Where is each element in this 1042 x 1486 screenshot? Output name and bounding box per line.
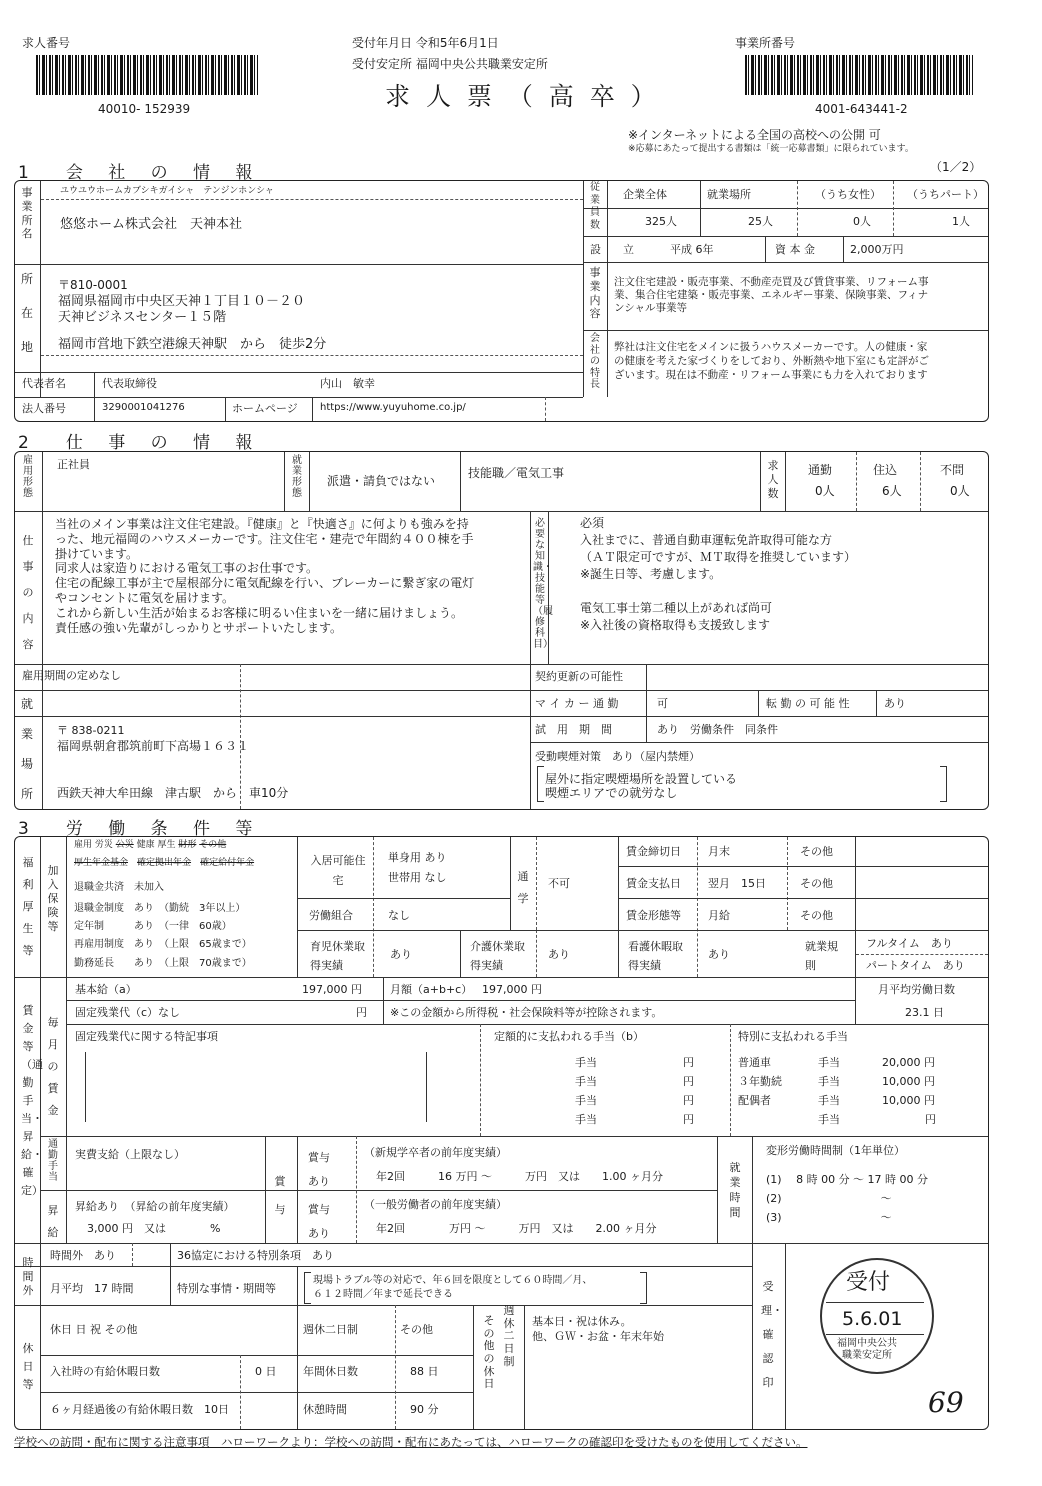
ins-employment: 雇用 労災 bbox=[74, 840, 116, 850]
bonus2: 賞与 あり bbox=[308, 1203, 330, 1240]
welfare-label: 福利厚生等 bbox=[22, 856, 34, 957]
dorm-label: 入居可能住宅 bbox=[310, 854, 366, 887]
wage-form: 月給 bbox=[708, 909, 730, 922]
smoking-policy: 受動喫煙対策 あり（屋内禁煙） bbox=[535, 750, 700, 763]
weekly-two-days: その他 bbox=[400, 1323, 433, 1336]
form-title: 求 人 票 （ 高 卒 ） bbox=[385, 82, 660, 111]
transfer-label: 転 勤 の 可 能 性 bbox=[766, 697, 850, 710]
work-form: 派遣・請負ではない bbox=[327, 474, 436, 488]
job-number: 40010- 152939 bbox=[98, 102, 191, 116]
commute-label: 通学 bbox=[517, 870, 529, 905]
raise: 昇給あり （昇給の前年度実績） bbox=[75, 1200, 235, 1213]
emp-val-0: 325人 bbox=[645, 215, 677, 228]
work-hours-label: 就業時間 bbox=[729, 1161, 741, 1219]
emp-head-2: （うち女性） bbox=[815, 188, 881, 201]
hire-head-2: 不問 bbox=[940, 463, 965, 477]
overtime-label: 時間外 bbox=[22, 1256, 34, 1297]
hire-head-0: 通勤 bbox=[808, 463, 833, 477]
car-commute-label: マ イ カ ー 通 勤 bbox=[535, 697, 619, 710]
raise-value: 3,000 円 又は % bbox=[87, 1222, 221, 1235]
access: 福岡市営地下鉄空港線天神駅 から 徒歩2分 bbox=[58, 337, 327, 352]
fixed-overtime-yen: 円 bbox=[356, 1006, 367, 1019]
overtime-avg: 月平均 17 時間 bbox=[50, 1282, 134, 1295]
monthly-total: 197,000 円 bbox=[482, 983, 542, 996]
stamp-received: 受付 bbox=[846, 1270, 891, 1295]
fixed-allow-yen-3: 円 bbox=[683, 1113, 694, 1126]
job-number-barcode bbox=[36, 55, 258, 95]
postal-code: 〒810-0001 bbox=[58, 278, 128, 292]
rule-part: パートタイム あり bbox=[866, 959, 965, 972]
office-number: 4001-643441-2 bbox=[815, 102, 908, 116]
skills-label: 必要な知識・技能等（履修科目） bbox=[533, 518, 553, 650]
emp-val-2: 0人 bbox=[853, 215, 871, 228]
paid-leave-start: 0 日 bbox=[255, 1365, 277, 1378]
job-number-label: 求人番号 bbox=[22, 36, 71, 50]
other-holiday-label: その他の休日 bbox=[483, 1314, 495, 1391]
emp-val-1: 25人 bbox=[748, 215, 773, 228]
employees-label: 従業員数 bbox=[590, 182, 600, 231]
homepage-label: ホームページ bbox=[232, 402, 298, 415]
holiday-note: 基本日・祝は休み。 他、ＧＷ・お盆・年末年始 bbox=[532, 1315, 664, 1343]
pay: 翌月 15日 bbox=[708, 877, 766, 890]
annual-holidays-label: 年間休日数 bbox=[303, 1365, 358, 1378]
insurance-label: 加入保険等 bbox=[47, 864, 59, 933]
break-label: 休憩時間 bbox=[303, 1403, 347, 1416]
feature-content: 弊社は注文住宅をメインに扱うハウスメーカーです。人の健康・家 の健康を考えた家づくりをしており、外断熱や地下室にも定評がご ざいます。現在は不動産・リフォーム事業にも力を入れております bbox=[614, 341, 929, 381]
article36: 36協定における特別条項 あり bbox=[177, 1249, 334, 1262]
stamp-divider-2 bbox=[826, 1334, 924, 1335]
work-form-label: 就業形態 bbox=[292, 455, 302, 499]
work-hours: (1) 8 時 00 分 ～ 17 時 00 分 (2) ～ (3) ～ bbox=[766, 1173, 929, 1224]
rule-full: フルタイム あり bbox=[866, 937, 953, 950]
bonus1-title: （新規学卒者の前年度実績） bbox=[364, 1146, 507, 1159]
feature-label: 会社の特長 bbox=[590, 333, 600, 390]
office-number-barcode bbox=[745, 55, 973, 95]
footer-note: 学校への訪問・配布に関する注意事項 ハローワークより：学校への訪問・配布にあたっては、ハローワークの確認印を受けたものを使用してください。 bbox=[14, 1435, 808, 1449]
special-allow-amt-0: 20,000 円 bbox=[882, 1056, 935, 1069]
stamp-date: 5.6.01 bbox=[842, 1308, 903, 1330]
special-condition-label: 特別な事情・期間等 bbox=[177, 1282, 276, 1295]
special-allow-amt-2: 10,000 円 bbox=[882, 1094, 935, 1107]
insurance-line7: 勤務延長 あり （上限 70歳まで） bbox=[74, 958, 252, 969]
workplace-access: 西鉄天神大牟田線 津古駅 から 車10分 bbox=[57, 786, 289, 800]
stamp-divider-1 bbox=[826, 1302, 924, 1303]
sickcare: あり bbox=[708, 948, 730, 961]
company-kana: ユウユウホームカブシキガイシャ テンジンホンシャ bbox=[60, 186, 274, 196]
address-line2: 天神ビジネスセンター１５階 bbox=[58, 310, 227, 325]
section2-title: 2 仕 事 の 情 報 bbox=[18, 433, 263, 453]
trial-label: 試 用 期 間 bbox=[535, 723, 612, 736]
special-allow-name-0: 普通車 bbox=[738, 1056, 771, 1069]
hire-head-1: 住込 bbox=[873, 463, 898, 477]
close-other: その他 bbox=[800, 845, 833, 858]
special-bracket-right bbox=[640, 1272, 647, 1304]
business-content: 注文住宅建設・販売事業、不動産売買及び賃貸事業、リフォーム事 業、集合住宅建築・販売事業、エネルギー事業、保険事業、フィナ ンシャル事業等 bbox=[614, 276, 929, 314]
raise-label: 昇給 bbox=[47, 1204, 59, 1239]
fixed-allow-0: 手当 bbox=[575, 1056, 597, 1069]
fixed-overtime: 固定残業代（c）なし bbox=[75, 1006, 181, 1019]
holidays: 休日 日 祝 その他 bbox=[50, 1323, 138, 1336]
stamp-office: 福岡中央公共 職業安定所 bbox=[837, 1338, 897, 1361]
ins-dc: 確定拠出年金 bbox=[137, 858, 192, 868]
emp-head-1: 就業場所 bbox=[707, 188, 751, 201]
workplace-label-1: 就 bbox=[21, 697, 34, 711]
commute: 不可 bbox=[548, 877, 570, 890]
weekly-two-days-label: 週休二日制 bbox=[303, 1323, 358, 1336]
special-allow-unit-0: 手当 bbox=[818, 1056, 840, 1069]
skills-content: 必須 入社までに、普通自動車運転免許取得可能な方 （ＡＴ限定可ですが、ＭＴ取得を推奨しています） ※誕生日等、考慮します。 電気工事士第二種以上があれば尚可 ※入社後の資格取得も支援致します bbox=[580, 516, 857, 632]
section1-title: 1 会 社 の 情 報 bbox=[18, 163, 263, 183]
fixed-ot-note-bracket bbox=[85, 1052, 427, 1122]
monthly-wage-label: 毎月の賃金 bbox=[47, 1016, 59, 1117]
commute-allowance: 実費支給（上限なし） bbox=[75, 1148, 185, 1161]
rep-label: 代表者名 bbox=[22, 377, 66, 390]
special-allow-amt-3: 円 bbox=[925, 1113, 936, 1126]
section3-title: 3 労 働 条 件 等 bbox=[18, 819, 263, 839]
fixed-allow-1: 手当 bbox=[575, 1075, 597, 1088]
capital: 2,000万円 bbox=[850, 243, 904, 256]
paid-leave-6months: ６ヶ月経過後の有給休暇日数 10日 bbox=[50, 1403, 229, 1416]
renewal-label: 契約更新の可能性 bbox=[535, 670, 623, 683]
company-name: 悠悠ホーム株式会社 天神本社 bbox=[60, 217, 243, 232]
wage-form-label: 賃金形態等 bbox=[626, 909, 681, 922]
trial: あり 労働条件 同条件 bbox=[657, 723, 778, 736]
job-category: 技能職／電気工事 bbox=[468, 466, 565, 480]
workplace-label-3: 場 bbox=[21, 757, 34, 771]
ins-savings: 財形 bbox=[178, 840, 197, 850]
corp-no: 3290001041276 bbox=[102, 402, 185, 413]
insurance-line1 bbox=[74, 840, 226, 851]
wage-form-other: その他 bbox=[800, 909, 833, 922]
hire-val-2: 0人 bbox=[950, 484, 970, 498]
nursing-label: 介護休業取得実績 bbox=[470, 940, 525, 972]
close-label: 賃金締切日 bbox=[626, 845, 681, 858]
dorm-family: 世帯用 なし bbox=[388, 871, 447, 884]
bonus1: 賞与 あり bbox=[308, 1151, 330, 1188]
docs-note: ※応募にあたって提出する書類は「統一応募書類」に限られています。 bbox=[628, 144, 914, 154]
childcare: あり bbox=[390, 948, 412, 961]
fixed-allow-yen-2: 円 bbox=[683, 1094, 694, 1107]
nursing: あり bbox=[548, 948, 570, 961]
smoking-bracket-left bbox=[537, 766, 544, 802]
ins-other: その他 bbox=[199, 840, 227, 850]
work-rules-label: 就業規則 bbox=[805, 940, 838, 972]
special-allow-amt-1: 10,000 円 bbox=[882, 1075, 935, 1088]
insurance-line4: 退職金制度 あり （勤続 3年以上） bbox=[74, 903, 246, 914]
work-hours-title: 変形労働時間制（1年単位） bbox=[766, 1144, 905, 1157]
hire-val-0: 0人 bbox=[815, 484, 835, 498]
business-label: 事業内容 bbox=[589, 266, 601, 321]
annual-holidays: 88 日 bbox=[410, 1365, 439, 1378]
corp-no-label: 法人番号 bbox=[22, 402, 66, 415]
smoking-bracket-right bbox=[940, 766, 947, 802]
fixed-allow-yen-1: 円 bbox=[683, 1075, 694, 1088]
bonus-label: 賞与 bbox=[274, 1175, 286, 1216]
bonus2-title: （一般労働者の前年度実績） bbox=[364, 1198, 507, 1211]
ins-public: 公災 bbox=[115, 840, 134, 850]
rep-name: 内山 敏幸 bbox=[320, 377, 375, 390]
special-allow-name-1: ３年勤続 bbox=[738, 1075, 782, 1088]
fixed-allowance-label: 定額的に支払われる手当（b） bbox=[494, 1030, 644, 1043]
special-allowance-label: 特別に支払われる手当 bbox=[738, 1030, 848, 1043]
sickcare-label: 看護休暇取得実績 bbox=[628, 940, 683, 972]
address-line1: 福岡県福岡市中央区天神１丁目１０－２０ bbox=[58, 294, 306, 309]
smoking-note: 屋外に指定喫煙場所を設置している 喫煙エリアでの就労なし bbox=[545, 772, 738, 800]
tax-note: ※この金額から所得税・社会保険料等が控除されます。 bbox=[390, 1006, 663, 1019]
handwritten-number: 69 bbox=[928, 1386, 964, 1419]
workplace-address: 福岡県朝倉郡筑前町下高場１６３１ bbox=[57, 739, 250, 753]
base-pay-label: 基本給（a） bbox=[75, 983, 137, 996]
ins-db: 確定給付年金 bbox=[200, 858, 255, 868]
fixed-allow-3: 手当 bbox=[575, 1113, 597, 1126]
received-office: 受付安定所 福岡中央公共職業安定所 bbox=[352, 57, 548, 71]
emp-type-label: 雇用形態 bbox=[23, 455, 33, 499]
emp-head-3: （うちパート） bbox=[907, 188, 984, 201]
ins-pension-fund: 厚生年金基金 bbox=[74, 858, 129, 868]
car-commute: 可 bbox=[657, 697, 668, 710]
commute-allowance-label: 通勤手当 bbox=[48, 1139, 58, 1183]
bonus2-value: 年2回 万円 ～ 万円 又は 2.00 ヶ月分 bbox=[376, 1222, 657, 1235]
fixed-ot-note-label: 固定残業代に関する特記事項 bbox=[75, 1030, 218, 1043]
break-time: 90 分 bbox=[410, 1403, 439, 1416]
fixed-allow-yen-0: 円 bbox=[683, 1056, 694, 1069]
ins-health: 健康 厚生 bbox=[133, 840, 179, 850]
office-number-label: 事業所番号 bbox=[735, 36, 796, 50]
address-label-2: 在 bbox=[21, 306, 34, 320]
special-allow-name-2: 配偶者 bbox=[738, 1094, 771, 1107]
hire-val-1: 6人 bbox=[882, 484, 902, 498]
pay-label: 賃金支払日 bbox=[626, 877, 681, 890]
received-date: 受付年月日 令和5年6月1日 bbox=[352, 36, 499, 50]
insurance-line6: 再雇用制度 あり （上限 65歳まで） bbox=[74, 939, 252, 950]
bonus1-value: 年2回 16 万円 ～ 万円 又は 1.00 ヶ月分 bbox=[376, 1170, 663, 1183]
special-condition: 現場トラブル等の対応で、年６回を限度として６０時間／月、 ６１２時間／年まで延長できる bbox=[313, 1275, 593, 1300]
fixed-allow-2: 手当 bbox=[575, 1094, 597, 1107]
capital-label: 資 本 金 bbox=[775, 243, 815, 256]
hire-count-label: 求人数 bbox=[767, 459, 779, 500]
monthly-total-label: 月額（a+b+c） bbox=[390, 983, 473, 996]
established: 平成 6年 bbox=[670, 243, 714, 256]
dorm-single: 単身用 あり bbox=[388, 851, 447, 864]
page-number: （1／2） bbox=[930, 160, 982, 174]
workplace-label-2: 業 bbox=[21, 727, 34, 741]
address-label-1: 所 bbox=[21, 272, 34, 286]
established-label: 設 立 bbox=[590, 243, 634, 256]
insurance-line3: 退職金共済 未加入 bbox=[74, 882, 164, 893]
childcare-label: 育児休業取得実績 bbox=[310, 940, 365, 972]
holiday-label: 休日等 bbox=[22, 1342, 34, 1391]
pay-other: その他 bbox=[800, 877, 833, 890]
avg-days-label: 月平均労働日数 bbox=[878, 983, 955, 996]
union-label: 労働組合 bbox=[309, 909, 353, 922]
employment-period: 雇用期間の定めなし bbox=[22, 669, 121, 682]
special-allow-unit-3: 手当 bbox=[818, 1113, 840, 1126]
overtime: 時間外 あり bbox=[50, 1249, 116, 1262]
special-allow-unit-2: 手当 bbox=[818, 1094, 840, 1107]
special-allow-unit-1: 手当 bbox=[818, 1075, 840, 1088]
transfer: あり bbox=[884, 697, 906, 710]
emp-val-3: 1人 bbox=[952, 215, 970, 228]
weekly-holiday-label: 週休二日制 bbox=[503, 1304, 515, 1368]
job-content: 当社のメイン事業は注文住宅建設。『健康』と『快適さ』に何よりも強みを持 った、地元福岡のハウスメーカーです。注文住宅・建売で年間約４００棟を手 掛けています。 同求人は家造りにおける電気工事のお仕事です。 住宅の配線工事が主で屋根部分に電気配線を行い、ブレーカーに繋ぎ家の電灯 やコンセントに電気を届けます。 これから新しい生活が始まるお客様に明るい住まいを一緒に届けましょう。 責任感の強い先輩がしっかりとサポートいたします。 bbox=[55, 517, 475, 635]
close: 月末 bbox=[708, 845, 730, 858]
insurance-line5: 定年制 あり （一律 60歳） bbox=[74, 921, 232, 932]
union: なし bbox=[388, 909, 410, 922]
office-name-label: 事業所名 bbox=[21, 186, 33, 241]
emp-head-0: 企業全体 bbox=[623, 188, 667, 201]
insurance-line2 bbox=[74, 858, 254, 869]
homepage-link[interactable]: https://www.yuyuhome.co.jp/ bbox=[320, 402, 466, 413]
base-pay: 197,000 円 bbox=[302, 983, 362, 996]
paid-leave-start-label: 入社時の有給休暇日数 bbox=[50, 1365, 160, 1378]
workplace-label-4: 所 bbox=[21, 787, 34, 801]
special-bracket-left bbox=[304, 1272, 311, 1304]
address-label-3: 地 bbox=[21, 340, 34, 354]
confirm-label: 受理・確認印 bbox=[761, 1280, 783, 1389]
internet-note: ※インターネットによる全国の高校への公開 可 bbox=[628, 128, 881, 142]
avg-days: 23.1 日 bbox=[905, 1006, 944, 1019]
rep-title: 代表取締役 bbox=[102, 377, 157, 390]
wage-label: 賃金等（通勤手当・昇給・確定） bbox=[21, 1004, 43, 1197]
job-content-label: 仕事の内容 bbox=[22, 534, 34, 651]
emp-type: 正社員 bbox=[57, 458, 90, 471]
workplace-postal: 〒 838-0211 bbox=[57, 724, 125, 737]
